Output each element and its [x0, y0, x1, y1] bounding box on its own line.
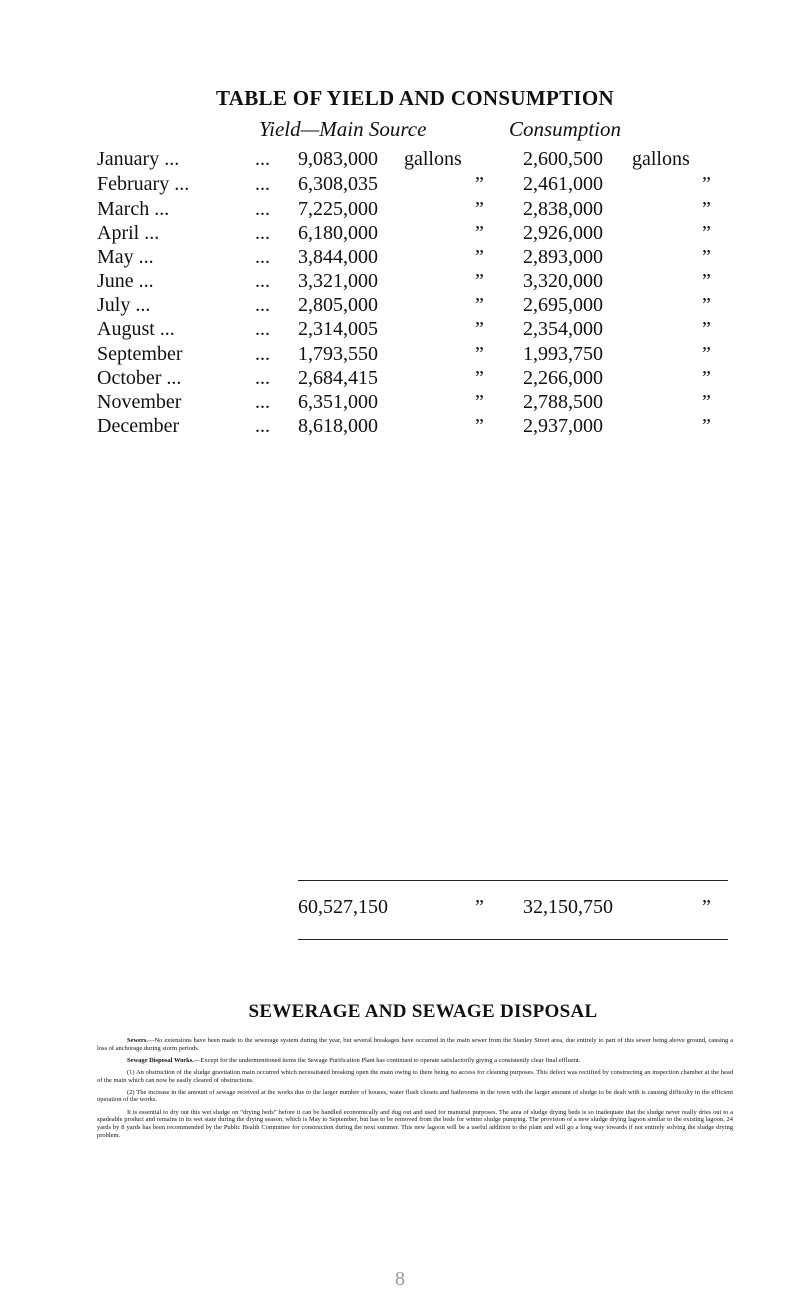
table-title: TABLE OF YIELD AND CONSUMPTION	[216, 86, 614, 110]
leader-dots: ...	[255, 246, 270, 268]
consumption-column-header: Consumption	[509, 117, 622, 141]
month-cell: May ...	[97, 246, 154, 268]
table-row	[0, 391, 800, 415]
paragraph-item-1	[97, 1069, 733, 1085]
ditto-mark: ”	[475, 246, 484, 268]
yield-cell: 6,308,035	[298, 173, 378, 195]
sewers-lead: Sewers.	[127, 1037, 149, 1044]
month-cell: December	[97, 415, 180, 437]
table-row	[0, 198, 800, 222]
total-yield: 60,527,150	[298, 896, 388, 918]
consumption-cell: 1,993,750	[523, 343, 603, 365]
ditto-mark: ”	[475, 173, 484, 195]
table-total-row	[0, 896, 800, 922]
month-cell: March ...	[97, 198, 170, 220]
works-lead: Sewage Disposal Works.	[127, 1056, 194, 1064]
paragraph-closing	[97, 1109, 733, 1140]
yield-cell: 2,314,005	[298, 318, 378, 340]
consumption-cell: 2,937,000	[523, 415, 603, 437]
leader-dots: ...	[255, 173, 270, 195]
unit-label: gallons	[404, 148, 462, 170]
total-rule-top	[298, 880, 728, 881]
leader-dots: ...	[255, 391, 270, 413]
ditto-mark: ”	[475, 198, 484, 220]
leader-dots: ...	[255, 415, 270, 437]
works-text: —Except for the undermentioned items the Sewage Purification Plant has continued to operate satisfactorily giving a consistently clear final effluent.	[193, 1056, 581, 1064]
consumption-cell: 2,788,500	[523, 391, 603, 413]
ditto-mark: ”	[702, 343, 711, 365]
consumption-cell: 2,838,000	[523, 198, 603, 220]
month-cell: November	[97, 391, 182, 413]
table-row	[0, 148, 800, 172]
ditto-mark: ”	[702, 294, 711, 316]
leader-dots: ...	[255, 198, 270, 220]
yield-cell: 6,180,000	[298, 222, 378, 244]
ditto-mark: ”	[702, 173, 711, 195]
leader-dots: ...	[255, 318, 270, 340]
consumption-cell: 2,893,000	[523, 246, 603, 268]
month-cell: August ...	[97, 318, 175, 340]
leader-dots: ...	[255, 343, 270, 365]
ditto-mark: ”	[702, 198, 711, 220]
table-row	[0, 415, 800, 439]
consumption-cell: 2,926,000	[523, 222, 603, 244]
ditto-mark: ”	[702, 415, 711, 437]
page-number: 8	[395, 1268, 405, 1290]
table-row	[0, 318, 800, 342]
month-cell: September	[97, 343, 183, 365]
leader-dots: ...	[255, 294, 270, 316]
ditto-mark: ”	[702, 367, 711, 389]
paragraph-sewers	[97, 1037, 733, 1053]
month-cell: January ...	[97, 148, 180, 170]
closing-text: It is essential to dry out this wet sludge on “drying beds” before it can be handled economically and dug out and used for manurial purposes. The area of sludge drying beds is so inadequate that the sludge never really dries out to a spadeable product and remains in its wet state during the drying season, which is May to September, but has to be removed from the beds for winter sludge pumping. The provision of a new sludge drying lagoon similar to the existing lagoon, 24 yards by 8 yards has been recommended by the Public Health Committee for construction during the next summer. This new lagoon will be a useful addition to the plant and will go a long way towards if not entirely solving the sludge drying problem.	[97, 1108, 733, 1139]
table-row	[0, 222, 800, 246]
table-row	[0, 246, 800, 270]
ditto-mark: ”	[475, 896, 484, 918]
paragraph-disposal-works	[97, 1057, 733, 1065]
month-cell: October ...	[97, 367, 182, 389]
yield-cell: 2,805,000	[298, 294, 378, 316]
unit-label: gallons	[632, 148, 690, 170]
yield-cell: 9,083,000	[298, 148, 378, 170]
ditto-mark: ”	[702, 896, 711, 918]
month-cell: July ...	[97, 294, 151, 316]
consumption-cell: 2,354,000	[523, 318, 603, 340]
yield-cell: 6,351,000	[298, 391, 378, 413]
yield-cell: 7,225,000	[298, 198, 378, 220]
leader-dots: ...	[255, 367, 270, 389]
ditto-mark: ”	[702, 318, 711, 340]
ditto-mark: ”	[702, 222, 711, 244]
section-heading-sewerage: SEWERAGE AND SEWAGE DISPOSAL	[248, 1001, 598, 1022]
consumption-cell: 2,461,000	[523, 173, 603, 195]
month-cell: February ...	[97, 173, 190, 195]
leader-dots: ...	[255, 270, 270, 292]
table-row	[0, 343, 800, 367]
ditto-mark: ”	[475, 222, 484, 244]
consumption-cell: 3,320,000	[523, 270, 603, 292]
table-row	[0, 270, 800, 294]
ditto-mark: ”	[475, 270, 484, 292]
ditto-mark: ”	[475, 415, 484, 437]
ditto-mark: ”	[475, 294, 484, 316]
ditto-mark: ”	[475, 318, 484, 340]
ditto-mark: ”	[702, 270, 711, 292]
total-consumption: 32,150,750	[523, 896, 613, 918]
leader-dots: ...	[255, 222, 270, 244]
yield-cell: 2,684,415	[298, 367, 378, 389]
item-2-text: (2) The increase in the amount of sewage received at the works due to the larger number of houses, water flush closets and bathrooms in the town with the larger amount of sludge to be dealt with is causing difficulty in the efficient operation of the works.	[97, 1088, 733, 1104]
sewers-text: —No extensions have been made to the sewerage system during the year, but several breakages have occurred in the main sewer from the Stanley Street area, due entirely to part of this sewer being above ground, causing a loss of anchorage during storm periods.	[97, 1037, 733, 1052]
ditto-mark: ”	[702, 246, 711, 268]
item-1-text: (1) An obstruction of the sludge gravitation main occurred which necessitated breaking open the main owing to there being no access for cleaning purposes. This defect was rectified by constructing an inspection chamber at the head of the main which can now be easily cleared of obstructions.	[97, 1068, 733, 1084]
yield-cell: 3,844,000	[298, 246, 378, 268]
paragraph-item-2	[97, 1089, 733, 1105]
consumption-cell: 2,600,500	[523, 148, 603, 170]
consumption-cell: 2,695,000	[523, 294, 603, 316]
month-cell: April ...	[97, 222, 160, 244]
month-cell: June ...	[97, 270, 154, 292]
ditto-mark: ”	[475, 367, 484, 389]
yield-column-header: Yield—Main Source	[259, 117, 427, 141]
table-row	[0, 173, 800, 197]
total-rule-bottom	[298, 939, 728, 940]
yield-cell: 3,321,000	[298, 270, 378, 292]
ditto-mark: ”	[702, 391, 711, 413]
consumption-cell: 2,266,000	[523, 367, 603, 389]
leader-dots: ...	[255, 148, 270, 170]
yield-cell: 8,618,000	[298, 415, 378, 437]
ditto-mark: ”	[475, 391, 484, 413]
ditto-mark: ”	[475, 343, 484, 365]
table-row	[0, 367, 800, 391]
yield-cell: 1,793,550	[298, 343, 378, 365]
table-row	[0, 294, 800, 318]
